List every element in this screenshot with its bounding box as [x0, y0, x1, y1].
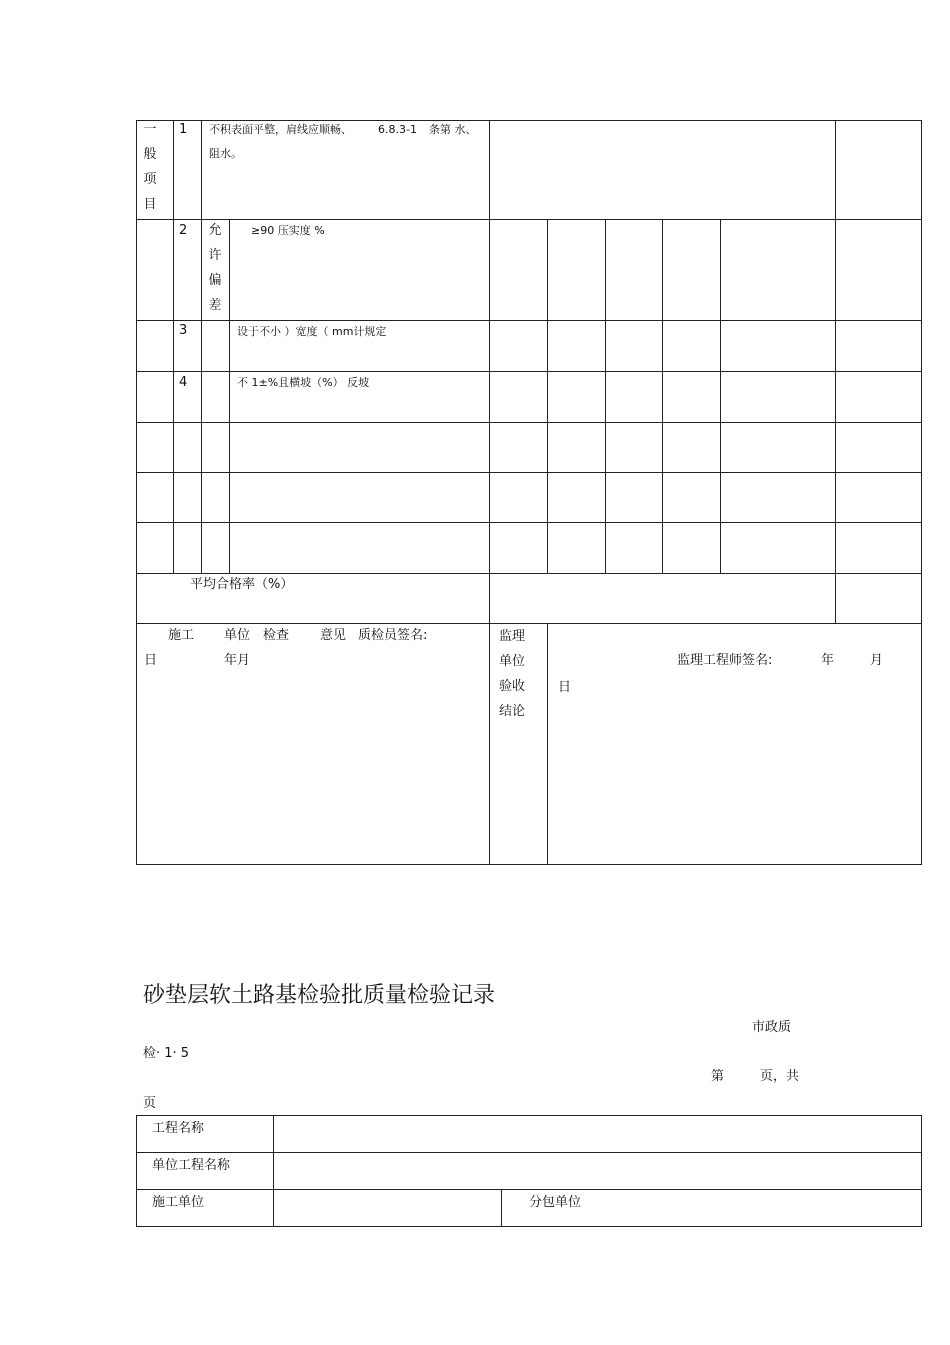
- col-line: [835, 120, 836, 623]
- table-border-top: [136, 120, 922, 121]
- info-col-line: [273, 1115, 274, 1227]
- label-char: 差: [208, 298, 222, 313]
- row-number: 2: [179, 223, 188, 238]
- inspector-signature-label: 质检员签名:: [358, 628, 428, 643]
- info-table-border-top: [136, 1115, 922, 1116]
- label-char: 允: [208, 223, 222, 238]
- row-number: 1: [179, 122, 188, 137]
- col-line: [720, 219, 721, 573]
- allowed-deviation-label: [207, 218, 223, 318]
- info-table-border-bottom: [136, 1226, 922, 1227]
- item-code: 6.8.3-1: [378, 123, 417, 136]
- page-prefix: 第: [711, 1069, 725, 1084]
- table-border-left: [136, 120, 137, 865]
- unit-project-name-label: 单位工程名称: [152, 1158, 231, 1173]
- table-border-right: [921, 120, 922, 865]
- row-line: [136, 320, 922, 321]
- row-line: [136, 422, 922, 423]
- contractor-label: 施工单位: [152, 1195, 205, 1210]
- contractor-opinion-word: 检查: [263, 628, 290, 643]
- label-char: 许: [208, 248, 222, 263]
- supervisor-signature-label: 监理工程师签名:: [677, 653, 773, 668]
- date-year-month-label: 年月: [224, 653, 251, 668]
- item-text: ≥90 压实度 %: [251, 224, 325, 237]
- date-day-label: 日: [558, 680, 572, 695]
- contractor-opinion-word: 单位: [224, 628, 251, 643]
- form-code-prefix: 市政质: [752, 1020, 792, 1035]
- col-line: [547, 219, 548, 573]
- info-row-line: [136, 1152, 922, 1153]
- avg-pass-rate-label: 平均合格率（%）: [190, 577, 294, 592]
- supervisor-conclusion-label: [499, 624, 525, 724]
- page-title: 砂垫层软土路基检验批质量检验记录: [143, 983, 496, 1008]
- info-col-line: [501, 1189, 502, 1227]
- general-items-label: [142, 117, 158, 217]
- col-line: [489, 120, 490, 865]
- date-day-label: 日: [144, 653, 158, 668]
- page-mid: 页，共: [760, 1069, 800, 1084]
- row-line: [136, 522, 922, 523]
- row-line: [136, 623, 922, 624]
- date-month-label: 月: [870, 653, 884, 668]
- table-border-bottom: [136, 864, 922, 865]
- label-line: 监理: [499, 629, 526, 644]
- label-line: 结论: [499, 704, 526, 719]
- date-year-label: 年: [821, 653, 835, 668]
- col-line: [547, 623, 548, 865]
- row-line: [136, 573, 922, 574]
- col-line: [605, 219, 606, 573]
- row-line: [136, 371, 922, 372]
- info-table-border-right: [921, 1115, 922, 1227]
- row-number: 4: [179, 375, 188, 390]
- item-text: 不积表面平整，肩线应顺畅、: [209, 123, 352, 136]
- label-line: 单位: [499, 654, 526, 669]
- item-text-tail: 条第 水、: [429, 123, 477, 136]
- row-line: [136, 472, 922, 473]
- info-row-line: [136, 1189, 922, 1190]
- label-char: 般: [143, 147, 157, 162]
- row-line: [136, 219, 922, 220]
- col-line: [201, 120, 202, 573]
- col-line: [173, 120, 174, 573]
- label-char: 偏: [208, 273, 222, 288]
- col-line: [662, 219, 663, 573]
- label-char: 项: [143, 172, 157, 187]
- info-table-border-left: [136, 1115, 137, 1227]
- col-line: [229, 219, 230, 573]
- contractor-opinion-word: 施工: [168, 628, 195, 643]
- item-text: 阻水。: [209, 147, 242, 160]
- subcontractor-label: 分包单位: [529, 1195, 582, 1210]
- form-code: 检· 1· 5: [143, 1046, 190, 1061]
- item-text: 设于不小 ）宽度（ mm计规定: [237, 325, 387, 338]
- row-number: 3: [179, 323, 188, 338]
- item-text: 不 1±%且横坡（%） 反坡: [237, 376, 370, 389]
- contractor-opinion-word: 意见: [320, 628, 347, 643]
- page-suffix: 页: [143, 1096, 157, 1111]
- label-char: 一: [143, 122, 157, 137]
- label-line: 验收: [499, 679, 526, 694]
- project-name-label: 工程名称: [152, 1121, 205, 1136]
- label-char: 目: [143, 197, 157, 212]
